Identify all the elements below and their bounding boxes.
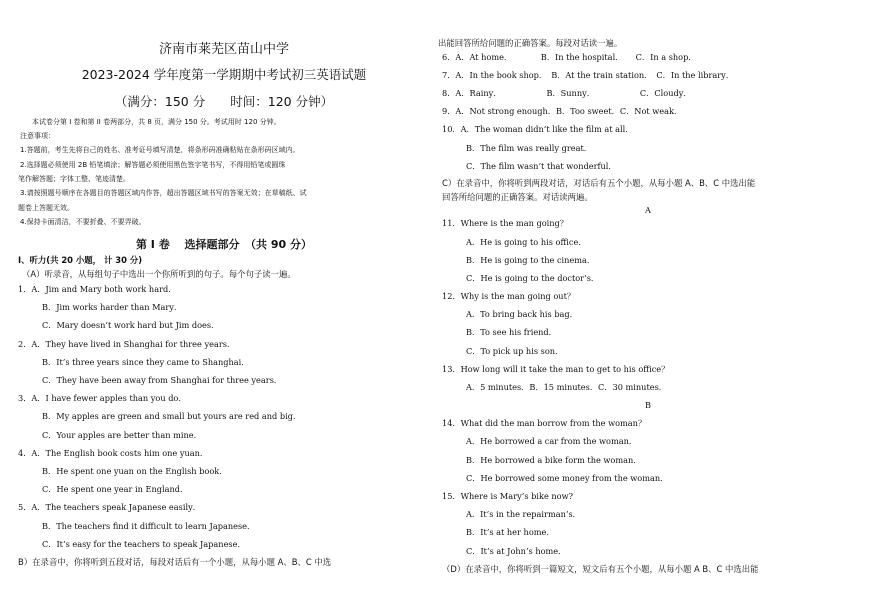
q4-c: C．He spent one year in England． xyxy=(42,484,189,494)
q5-c: C．It’s easy for the teachers to speak Japanese． xyxy=(42,539,246,549)
right-column xyxy=(438,0,858,614)
exam-title: 2023-2024 学年度第一学期期中考试初三英语试题 xyxy=(81,67,367,82)
notes-title: 注意事项： xyxy=(20,132,55,140)
q6: 6．A．At home． B．In the hospital． C．In a shop． xyxy=(442,52,697,62)
section-c-instruction-1: C）在录音中，你将听到两段对话，对话后有五个小题，从每小题 A、B、C 中选出能 xyxy=(442,178,756,188)
note-2b: 笔作解答题；字体工整、笔迹清楚。 xyxy=(18,175,130,183)
section-d-instruction: （D）在录音中，你将听到一篇短文，短文后有五个小题，从每小题 A B、C 中选出能 xyxy=(442,564,759,574)
note-3a: 3.请按照题号顺序在各题目的答题区域内作答，超出答题区域书写的答案无效；在草稿纸、试 xyxy=(20,189,307,197)
q2-a: 2．A．They have lived in Shanghai for three years． xyxy=(18,339,236,349)
q5-b: B．The teachers find it difficult to learn Japanese． xyxy=(42,521,256,531)
q3-b: B．My apples are green and small but yours are red and big． xyxy=(42,411,302,421)
section-a-instruction: （A）听录音，从每组句子中选出一个你所听到的句子。每个句子读一遍。 xyxy=(22,269,296,279)
q14-b: B．He borrowed a bike form the woman． xyxy=(466,455,642,465)
q12-c: C．To pick up his son． xyxy=(466,346,564,356)
q1-b: B．Jim works harder than Mary． xyxy=(42,302,183,312)
q2-b: B．It’s three years since they came to Shanghai． xyxy=(42,357,250,367)
q3-a: 3．A．I have fewer apples than you do． xyxy=(18,393,187,403)
q3-c: C．Your apples are better than mine． xyxy=(42,430,202,440)
section-b-continued: 出能回答所给问题的正确答案。每段对话读一遍。 xyxy=(438,38,623,48)
q11-c: C．He is going to the doctor’s． xyxy=(466,273,600,283)
q13: 13．How long will it take the man to get to his office？ xyxy=(442,364,670,374)
q15-a: A．It’s in the repairman’s． xyxy=(466,509,581,519)
notes-intro: 本试卷分第 I 卷和第 II 卷两部分，共 8 页，满分 150 分。考试用时 120 分钟。 xyxy=(32,118,281,126)
q11: 11．Where is the man going？ xyxy=(442,218,568,228)
q5-a: 5．A．The teachers speak Japanese easily． xyxy=(18,502,201,512)
q2-c: C．They have been away from Shanghai for three years． xyxy=(42,375,283,385)
q14-c: C．He borrowed some money from the woman． xyxy=(466,473,669,483)
q4-a: 4．A．The English book costs him one yuan． xyxy=(18,448,209,458)
q12-b: B．To see his friend． xyxy=(466,327,557,337)
q4-b: B．He spent one yuan on the English book． xyxy=(42,466,228,476)
q14-a: A．He borrowed a car from the woman． xyxy=(466,436,638,446)
note-2a: 2.选择题必须使用 2B 铅笔填涂；解答题必须使用黑色签字笔书写，不得用铅笔或圆珠 xyxy=(20,161,286,169)
note-3b: 题卷上答题无效。 xyxy=(18,204,74,212)
q10-a: 10．A．The woman didn’t like the film at all． xyxy=(442,124,634,134)
note-1: 1.答题前，考生先将自己的姓名、准考证号填写清楚，将条形码准确粘贴在条形码区域内。 xyxy=(20,146,300,154)
q14: 14．What did the man borrow from the woman？ xyxy=(442,418,647,428)
q12-a: A．To bring back his bag． xyxy=(466,309,578,319)
section-c-instruction-2: 回答所给问题的正确答案。对话读两遍。 xyxy=(442,192,593,202)
listening-section: I、听力(共 20 小题， 计 30 分) xyxy=(18,255,143,265)
q7: 7．A．In the book shop． B．At the train station． C．In the library． xyxy=(442,70,734,80)
q11-b: B．He is going to the cinema． xyxy=(466,255,596,265)
q11-a: A．He is going to his office． xyxy=(466,237,587,247)
q15: 15．Where is Mary’s bike now? xyxy=(442,491,574,501)
q8: 8．A．Rainy． B．Sunny． C．Cloudy． xyxy=(442,88,692,98)
q12: 12．Why is the man going out？ xyxy=(442,291,576,301)
dialogue-b-label: B xyxy=(644,400,652,410)
section-b-instruction: B）在录音中，你将听到五段对话，每段对话后有一个小题，从每小题 A、B、C 中选 xyxy=(18,557,332,567)
q10-b: B．The film was really great． xyxy=(466,143,592,153)
part1-title: 第 I 卷 选择题部分 （共 90 分） xyxy=(135,238,313,251)
q15-c: C．It’s at John’s home． xyxy=(466,546,567,556)
q1-c: C．Mary doesn’t work hard but Jim does． xyxy=(42,320,220,330)
q15-b: B．It’s at her home． xyxy=(466,527,555,537)
q10-c: C．The film wasn’t that wonderful． xyxy=(466,161,617,171)
left-column xyxy=(18,0,430,614)
q13-options: A．5 minutes．B．15 minutes．C．30 minutes． xyxy=(466,382,667,392)
school-title: 济南市莱芜区苗山中学 xyxy=(158,42,289,57)
exam-meta: （满分：150 分 时间：120 分钟） xyxy=(114,94,334,109)
q1-a: 1．A．Jim and Mary both work hard． xyxy=(18,284,177,294)
note-4: 4.保持卡面清洁，不要折叠、不要弄破。 xyxy=(20,218,146,226)
q9: 9．A．Not strong enough．B．Too sweet．C．Not weak． xyxy=(442,106,683,116)
dialogue-a-label: A xyxy=(645,205,651,215)
